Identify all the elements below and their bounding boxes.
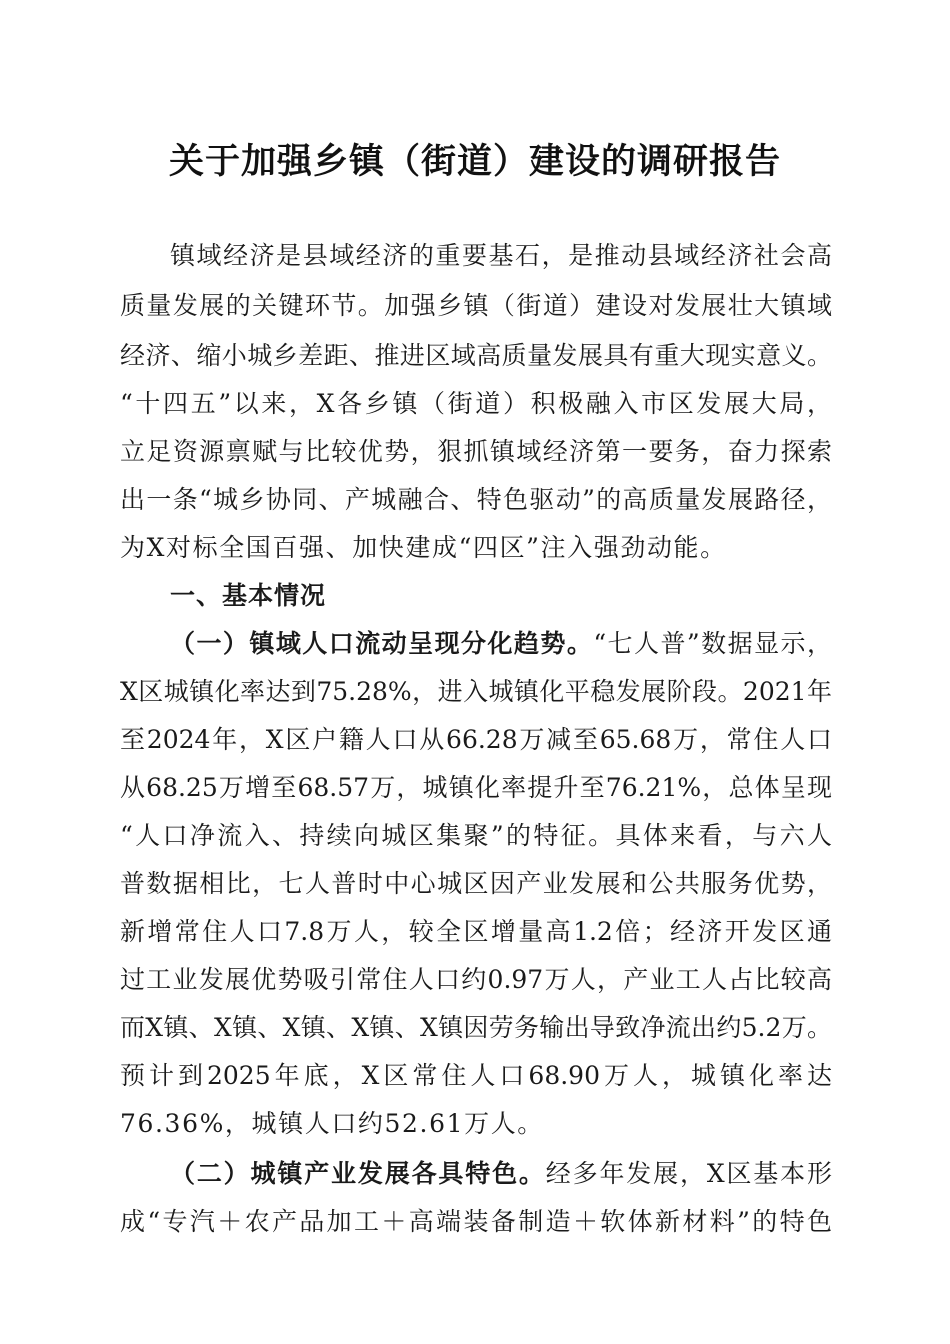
paragraph-line: 76.36%，城镇人口约52.61万人。	[120, 1109, 544, 1138]
subsection-lead-text: 经多年发展，X区基本形	[545, 1159, 832, 1188]
subsection-first-line	[170, 1154, 832, 1190]
paragraph-line: 出一条“城乡协同、产城融合、特色驱动”的高质量发展路径，	[120, 485, 832, 514]
paragraph-line: 立足资源禀赋与比较优势，狠抓镇域经济第一要务，奋力探索	[120, 437, 832, 466]
document-title: 关于加强乡镇（街道）建设的调研报告	[168, 142, 781, 182]
paragraph-line: 至2024年，X区户籍人口从66.28万减至65.68万，常住人口	[120, 725, 832, 754]
paragraph-line: 新增常住人口7.8万人，较全区增量高1.2倍；经济开发区通	[120, 917, 832, 946]
paragraph-line: 镇域经济是县域经济的重要基石，是推动县域经济社会高	[170, 241, 832, 270]
paragraph-line: 预计到2025年底，X区常住人口68.90万人，城镇化率达	[120, 1061, 832, 1090]
paragraph-line: 经济、缩小城乡差距、推进区域高质量发展具有重大现实意义。	[120, 341, 832, 370]
paragraph-line: X区城镇化率达到75.28%，进入城镇化平稳发展阶段。2021年	[120, 677, 832, 706]
subsection-lead-text: “七人普”数据显示，	[593, 629, 832, 658]
paragraph-line: 质量发展的关键环节。加强乡镇（街道）建设对发展壮大镇域	[120, 291, 832, 320]
subsection-heading: （一）镇域人口流动呈现分化趋势。	[170, 629, 594, 658]
subsection-heading: （二）城镇产业发展各具特色。	[170, 1159, 546, 1188]
section-heading: 一、基本情况	[170, 581, 327, 610]
paragraph-line: 从68.25万增至68.57万，城镇化率提升至76.21%，总体呈现	[120, 773, 832, 802]
paragraph-line: 而X镇、X镇、X镇、X镇、X镇因劳务输出导致净流出约5.2万。	[120, 1013, 832, 1042]
subsection-first-line	[170, 624, 832, 660]
paragraph-line: 过工业发展优势吸引常住人口约0.97万人，产业工人占比较高	[120, 965, 832, 994]
paragraph-line: “人口净流入、持续向城区集聚”的特征。具体来看，与六人	[120, 821, 832, 850]
paragraph-line: 为X对标全国百强、加快建成“四区”注入强劲动能。	[120, 533, 727, 562]
paragraph-line: 普数据相比，七人普时中心城区因产业发展和公共服务优势，	[120, 869, 832, 898]
paragraph-line: 成“专汽＋农产品加工＋高端装备制造＋软体新材料”的特色	[120, 1207, 832, 1236]
paragraph-line: “十四五”以来，X各乡镇（街道）积极融入市区发展大局，	[120, 389, 832, 418]
